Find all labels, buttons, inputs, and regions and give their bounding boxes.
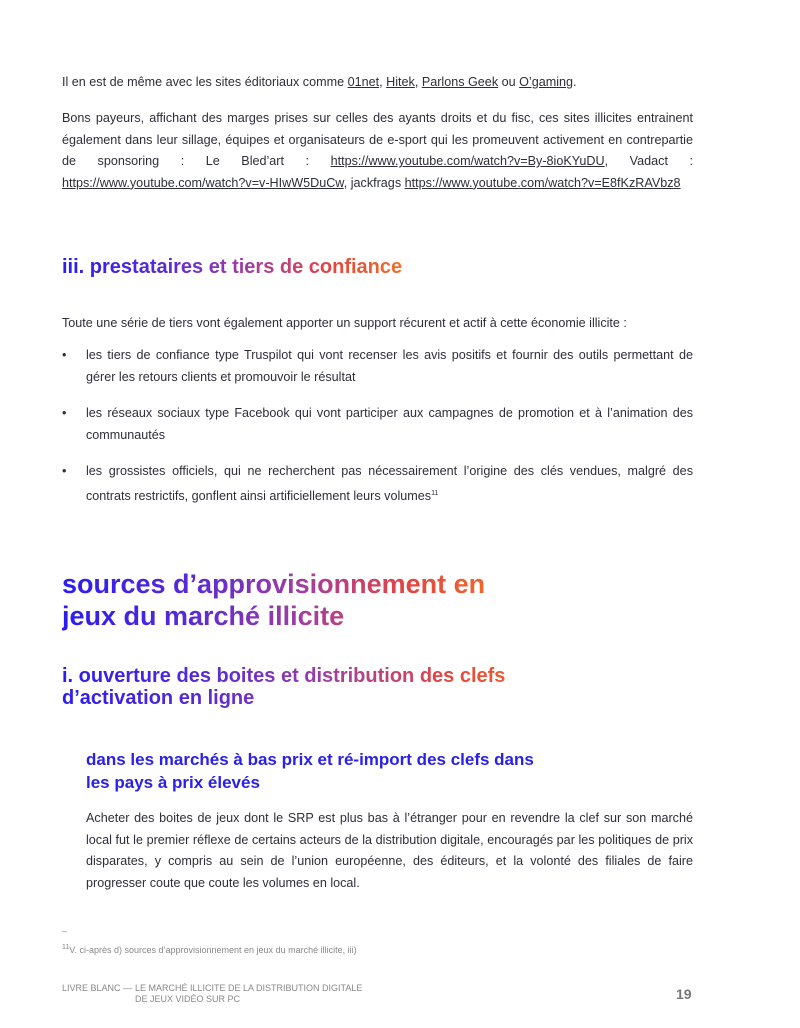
subsection-body: Acheter des boites de jeux dont le SRP est plus bas à l’étranger pour en revendre la clef sur son marché local fut le premier réflexe de certains acteurs de la distribution digitale, encouragés par les politiques de prix disparates, y compris au sein de l’union européenne, des éditeurs, et la volonté des filiales de faire progresser coute que coute les volumes en local.: [86, 811, 693, 890]
footnote-number: 11: [62, 944, 70, 951]
text: ,: [379, 75, 387, 89]
list-item: • les tiers de confiance type Truspilot qui vont recenser les avis positifs et fournir des outils permettant de gérer les retours clients et promouvoir le résultat: [62, 345, 693, 388]
footer-title-line: DE JEUX VIDÉO SUR PC: [135, 994, 241, 1004]
text: , jackfrags: [343, 175, 405, 190]
chapter-title: sources d’approvisionnement en jeux du marché illicite: [62, 568, 502, 632]
text: , Vadact :: [604, 154, 693, 168]
footer-label: LIVRE BLANC —: [62, 983, 133, 993]
text: Bons payeurs, affichant des marges prises sur celles des ayants droits et du fisc, ces sites illicites entrainent également dans leur sillage, équipes et organisateurs de e-sport qui les promeuvent activement en contrepartie de sponsoring : Le Bled’art :: [62, 111, 693, 168]
link-parlons-geek[interactable]: Parlons Geek: [421, 75, 499, 89]
footnote-ref[interactable]: 11: [431, 489, 439, 497]
link-01net[interactable]: 01net: [347, 75, 380, 89]
footnote-divider: –: [62, 926, 68, 936]
footer-title: [135, 983, 362, 1005]
list-item: [62, 461, 693, 507]
text: .: [573, 75, 577, 89]
text: ,: [414, 75, 422, 89]
text: les grossistes officiels, qui ne recherchent pas nécessairement l’origine des clés vendues, malgré des contrats restrictifs, gonflent ainsi artificiellement leurs volumes: [86, 464, 693, 503]
section-heading-iii: iii. prestataires et tiers de confiance: [62, 256, 403, 278]
footnote: [62, 944, 357, 955]
footer-title-line: LE MARCHÉ ILLICITE DE LA DISTRIBUTION DIGITALE: [135, 983, 363, 993]
link-hitek[interactable]: Hitek: [386, 75, 415, 89]
link-ogaming[interactable]: O’gaming: [519, 75, 574, 89]
text: ou: [498, 75, 520, 89]
text: Il en est de même avec les sites éditoriaux comme: [62, 75, 348, 89]
section-heading-i: i. ouverture des boites et distribution des clefs d’activation en ligne: [62, 665, 552, 709]
footnote-text: V. ci-après d) sources d’approvisionnement en jeux du marché illicite, iii): [69, 945, 357, 955]
page-number: 19: [676, 986, 692, 1002]
paragraph-editorial-sites: [62, 72, 693, 94]
section-intro: Toute une série de tiers vont également apporter un support récurent et actif à cette économie illicite :: [62, 316, 627, 330]
link-youtube-bledart[interactable]: https://www.youtube.com/watch?v=By-8ioKYuDU: [330, 154, 605, 168]
link-youtube-jackfrags[interactable]: https://www.youtube.com/watch?v=E8fKzRAVbz8: [404, 175, 681, 190]
subsection-heading: dans les marchés à bas prix et ré-import des clefs dans les pays à prix élevés: [86, 750, 534, 792]
paragraph-sponsoring: [62, 108, 693, 194]
list-item: • les réseaux sociaux type Facebook qui vont participer aux campagnes de promotion et à l’animation des communautés: [62, 403, 693, 446]
link-youtube-vadact[interactable]: https://www.youtube.com/watch?v=v-HIwW5DuCw: [62, 175, 344, 190]
